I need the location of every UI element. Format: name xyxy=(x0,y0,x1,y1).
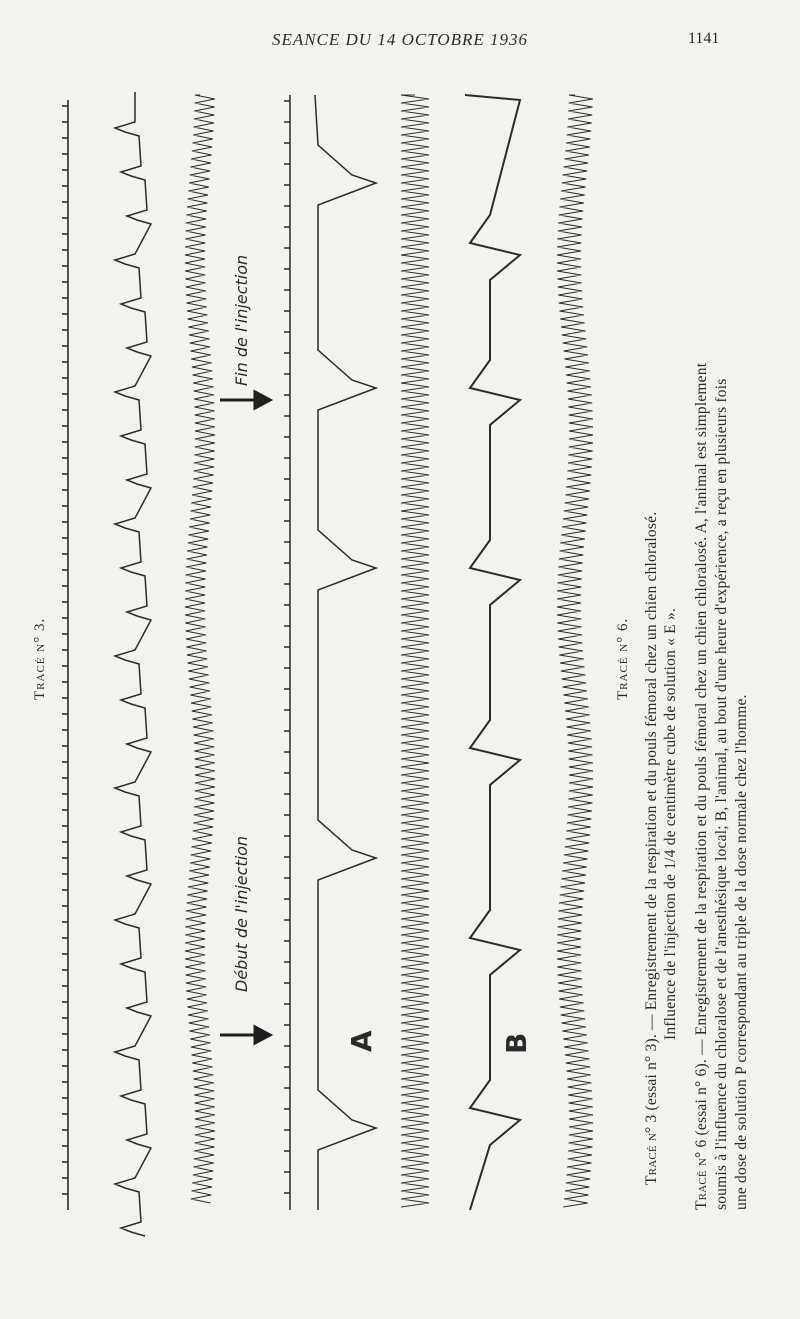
respiration-trace3 xyxy=(115,92,151,1236)
pulse-trace6-b xyxy=(557,95,593,1207)
trace3-end-annotation: Fin de l'injection xyxy=(232,254,251,386)
panel-b-letter: B xyxy=(500,1032,533,1054)
page-number: 1141 xyxy=(688,30,720,47)
trace6-caption-line3: une dose de solution P correspondant au triple de la dose normale chez l'homme. xyxy=(733,694,750,1210)
trace3-label: Tracé n° 3. xyxy=(32,617,48,700)
panel-a-letter: A xyxy=(345,1030,378,1052)
trace6-caption-line2: soumis à l'influence du chloralose et de l'anesthésique local; B, l'animal, au bout d'une heure d'expérience, a reçu en plusieurs fois xyxy=(713,378,730,1210)
pulse-trace6-a xyxy=(401,95,429,1207)
trace3-caption-line1: Tracé n° 3 (essai n° 3). — Enregistrement de la respiration et du pouls fémoral chez un chien chloralosé. xyxy=(643,511,660,1185)
start-arrow-head xyxy=(255,1027,270,1043)
running-title: SEANCE DU 14 OCTOBRE 1936 xyxy=(271,30,529,49)
time-marker-trace6 xyxy=(284,95,290,1210)
trace3-caption-lead: Tracé n° 3 xyxy=(643,1114,660,1185)
trace6-caption-line1: Tracé n° 6 (essai n° 6). — Enregistrement de la respiration et du pouls fémoral chez un chien chloralosé. A, l'animal est simplement xyxy=(693,362,710,1210)
trace6-label: Tracé n° 6. xyxy=(615,617,631,700)
trace3-caption-line2: Influence de l'injection de 1/4 de centimètre cube de solution « E ». xyxy=(662,608,679,1040)
trace3-start-annotation: Début de l'injection xyxy=(232,835,251,992)
pulse-trace3 xyxy=(185,95,215,1203)
time-marker-trace3 xyxy=(62,100,68,1210)
trace6-caption-lead: Tracé n° 6 xyxy=(693,1139,710,1210)
end-arrow-head xyxy=(255,392,270,408)
